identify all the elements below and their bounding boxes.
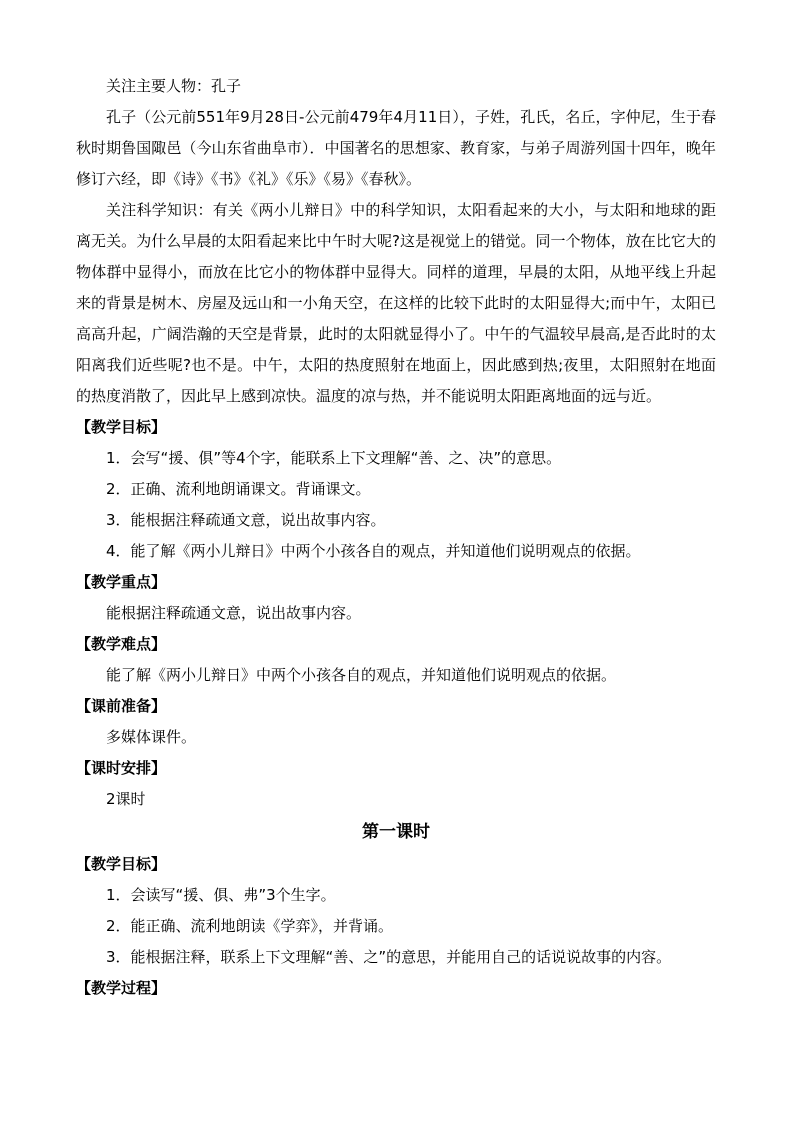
intro-person-line: 关注主要人物：孔子	[106, 77, 242, 95]
key-points-text: 能根据注释疏通文意，说出故事内容。	[106, 604, 362, 622]
difficulties-text: 能了解《两小儿辩日》中两个小孩各自的观点，并知道他们说明观点的依据。	[106, 666, 617, 684]
document-body	[76, 71, 716, 1004]
lesson-one-process-heading: 【教学过程】	[76, 979, 167, 997]
schedule-heading: 【课时安排】	[76, 759, 167, 777]
lesson-one-title: 第一课时	[362, 822, 430, 842]
objective-item: 1．会写“援、俱”等4个字，能联系上下文理解“善、之、决”的意思。	[106, 449, 562, 467]
objective-item: 4．能了解《两小儿辩日》中两个小孩各自的观点，并知道他们说明观点的依据。	[106, 542, 641, 560]
lesson-one-objective-item: 2．能正确、流利地朗读《学弈》，并背诵。	[106, 917, 394, 935]
objective-item: 2．正确、流利地朗诵课文。背诵课文。	[106, 480, 371, 498]
science-knowledge-paragraph: 关注科学知识：有关《两小儿辩日》中的科学知识，太阳看起来的大小，与太阳和地球的距离无关。为什么早晨的太阳看起来比中午时大呢?这是视觉上的错觉。同一个物体，放在比它大的物体群中显得小，而放在比它小的物体群中显得大。同样的道理，早晨的太阳，从地平线上升起来的背景是树木、房屋及远山和一小角天空，在这样的比较下此时的太阳显得大;而中午，太阳已高高升起，广阔浩瀚的天空是背景，此时的太阳就显得小了。中午的气温较早晨高,是否此时的太阳离我们近些呢?也不是。中午，太阳的热度照射在地面上，因此感到热;夜里，太阳照射在地面的热度消散了，因此早上感到凉快。温度的凉与热，并不能说明太阳距离地面的远与近。	[76, 201, 716, 405]
key-points-heading: 【教学重点】	[76, 573, 167, 591]
schedule-text: 2课时	[106, 790, 146, 808]
objectives-heading: 【教学目标】	[76, 418, 167, 436]
preparation-text: 多媒体课件。	[106, 728, 197, 746]
difficulties-heading: 【教学难点】	[76, 635, 167, 653]
confucius-bio-paragraph: 孔子（公元前551年9月28日-公元前479年4月11日），子姓，孔氏，名丘，字仲尼，生于春秋时期鲁国陬邑（今山东省曲阜市）．中国著名的思想家、教育家，与弟子周游列国十四年，晚年修订六经，即《诗》《书》《礼》《乐》《易》《春秋》。	[76, 108, 716, 188]
lesson-one-objective-item: 3．能根据注释，联系上下文理解“善、之”的意思，并能用自己的话说说故事的内容。	[106, 948, 672, 966]
lesson-one-objectives-heading: 【教学目标】	[76, 855, 167, 873]
objective-item: 3．能根据注释疏通文意，说出故事内容。	[106, 511, 386, 529]
lesson-one-objective-item: 1．会读写“援、俱、弗”3个生字。	[106, 886, 336, 904]
preparation-heading: 【课前准备】	[76, 697, 167, 715]
